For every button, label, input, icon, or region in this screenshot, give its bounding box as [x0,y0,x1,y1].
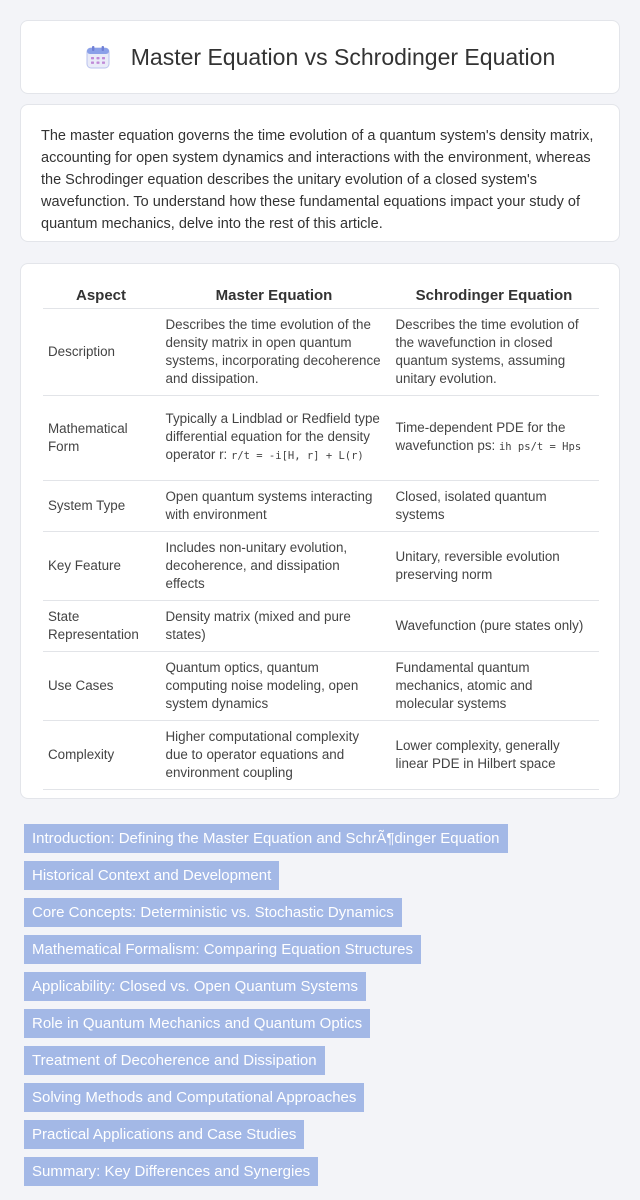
title-card [20,20,620,94]
cell-schrodinger [389,395,599,480]
table-of-contents [24,824,508,1194]
master-formula: r/t = -i[H, r] + L(r) [231,450,364,462]
calendar-icon [85,44,111,70]
header-master: Master Equation [159,284,389,308]
cell-schrodinger: Wavefunction (pure states only) [389,600,599,651]
table-row [43,308,599,395]
toc-link-summary[interactable]: Summary: Key Differences and Synergies [24,1157,318,1186]
cell-schrodinger: Describes the time evolution of the wavefunction in closed quantum systems, assuming unitary evolution. [389,308,599,395]
intro-card [20,104,620,242]
toc-link-role-in-quantum[interactable]: Role in Quantum Mechanics and Quantum Optics [24,1009,370,1038]
table-header-row [43,284,599,308]
toc-link-mathematical-formalism[interactable]: Mathematical Formalism: Comparing Equation Structures [24,935,421,964]
toc-link-decoherence[interactable]: Treatment of Decoherence and Dissipation [24,1046,325,1075]
cell-master: Includes non-unitary evolution, decoherence, and dissipation effects [159,531,389,600]
cell-aspect: Use Cases [43,651,159,720]
cell-aspect: System Type [43,480,159,531]
cell-master: Quantum optics, quantum computing noise modeling, open system dynamics [159,651,389,720]
page-title: Master Equation vs Schrodinger Equation [130,43,556,70]
cell-aspect: Key Feature [43,531,159,600]
table-row [43,651,599,720]
table-row [43,480,599,531]
cell-schrodinger: Closed, isolated quantum systems [389,480,599,531]
toc-link-applicability[interactable]: Applicability: Closed vs. Open Quantum Systems [24,972,366,1001]
cell-master: Describes the time evolution of the density matrix in open quantum systems, incorporating decoherence and dissipation. [159,308,389,395]
header-aspect: Aspect [43,284,159,308]
comparison-table-card [20,263,620,799]
cell-schrodinger-text: Time-dependent PDE for the wavefunction ps: [395,420,566,453]
cell-schrodinger: Fundamental quantum mechanics, atomic and molecular systems [389,651,599,720]
cell-aspect: Description [43,308,159,395]
table-row [43,531,599,600]
header-schrodinger: Schrodinger Equation [389,284,599,308]
cell-master [159,395,389,480]
toc-link-historical-context[interactable]: Historical Context and Development [24,861,279,890]
cell-aspect: Complexity [43,720,159,789]
comparison-table [43,284,599,790]
toc-link-solving-methods[interactable]: Solving Methods and Computational Approaches [24,1083,364,1112]
cell-master-text: Typically a Lindblad or Redfield type differential equation for the density operator r: [165,411,380,462]
cell-master: Open quantum systems interacting with environment [159,480,389,531]
table-row [43,720,599,789]
toc-link-introduction[interactable]: Introduction: Defining the Master Equation and SchrÃ¶dinger Equation [24,824,508,853]
intro-paragraph: The master equation governs the time evolution of a quantum system's density matrix, accounting for open system dynamics and interactions with the environment, whereas the Schrodinger equation describes the unitary evolution of a closed system's wavefunction. To understand how these fundamental equations impact your study of quantum mechanics, delve into the rest of this article. [41,128,594,232]
cell-master: Higher computational complexity due to operator equations and environment coupling [159,720,389,789]
cell-aspect: State Representation [43,600,159,651]
cell-schrodinger: Unitary, reversible evolution preserving norm [389,531,599,600]
cell-aspect: Mathematical Form [43,395,159,480]
cell-schrodinger: Lower complexity, generally linear PDE in Hilbert space [389,720,599,789]
cell-master: Density matrix (mixed and pure states) [159,600,389,651]
table-row [43,600,599,651]
toc-link-core-concepts[interactable]: Core Concepts: Deterministic vs. Stochastic Dynamics [24,898,402,927]
schrodinger-formula: ih ps/t = Hps [498,441,582,453]
title-wrap [21,21,619,93]
table-row [43,395,599,480]
toc-link-practical-applications[interactable]: Practical Applications and Case Studies [24,1120,304,1149]
